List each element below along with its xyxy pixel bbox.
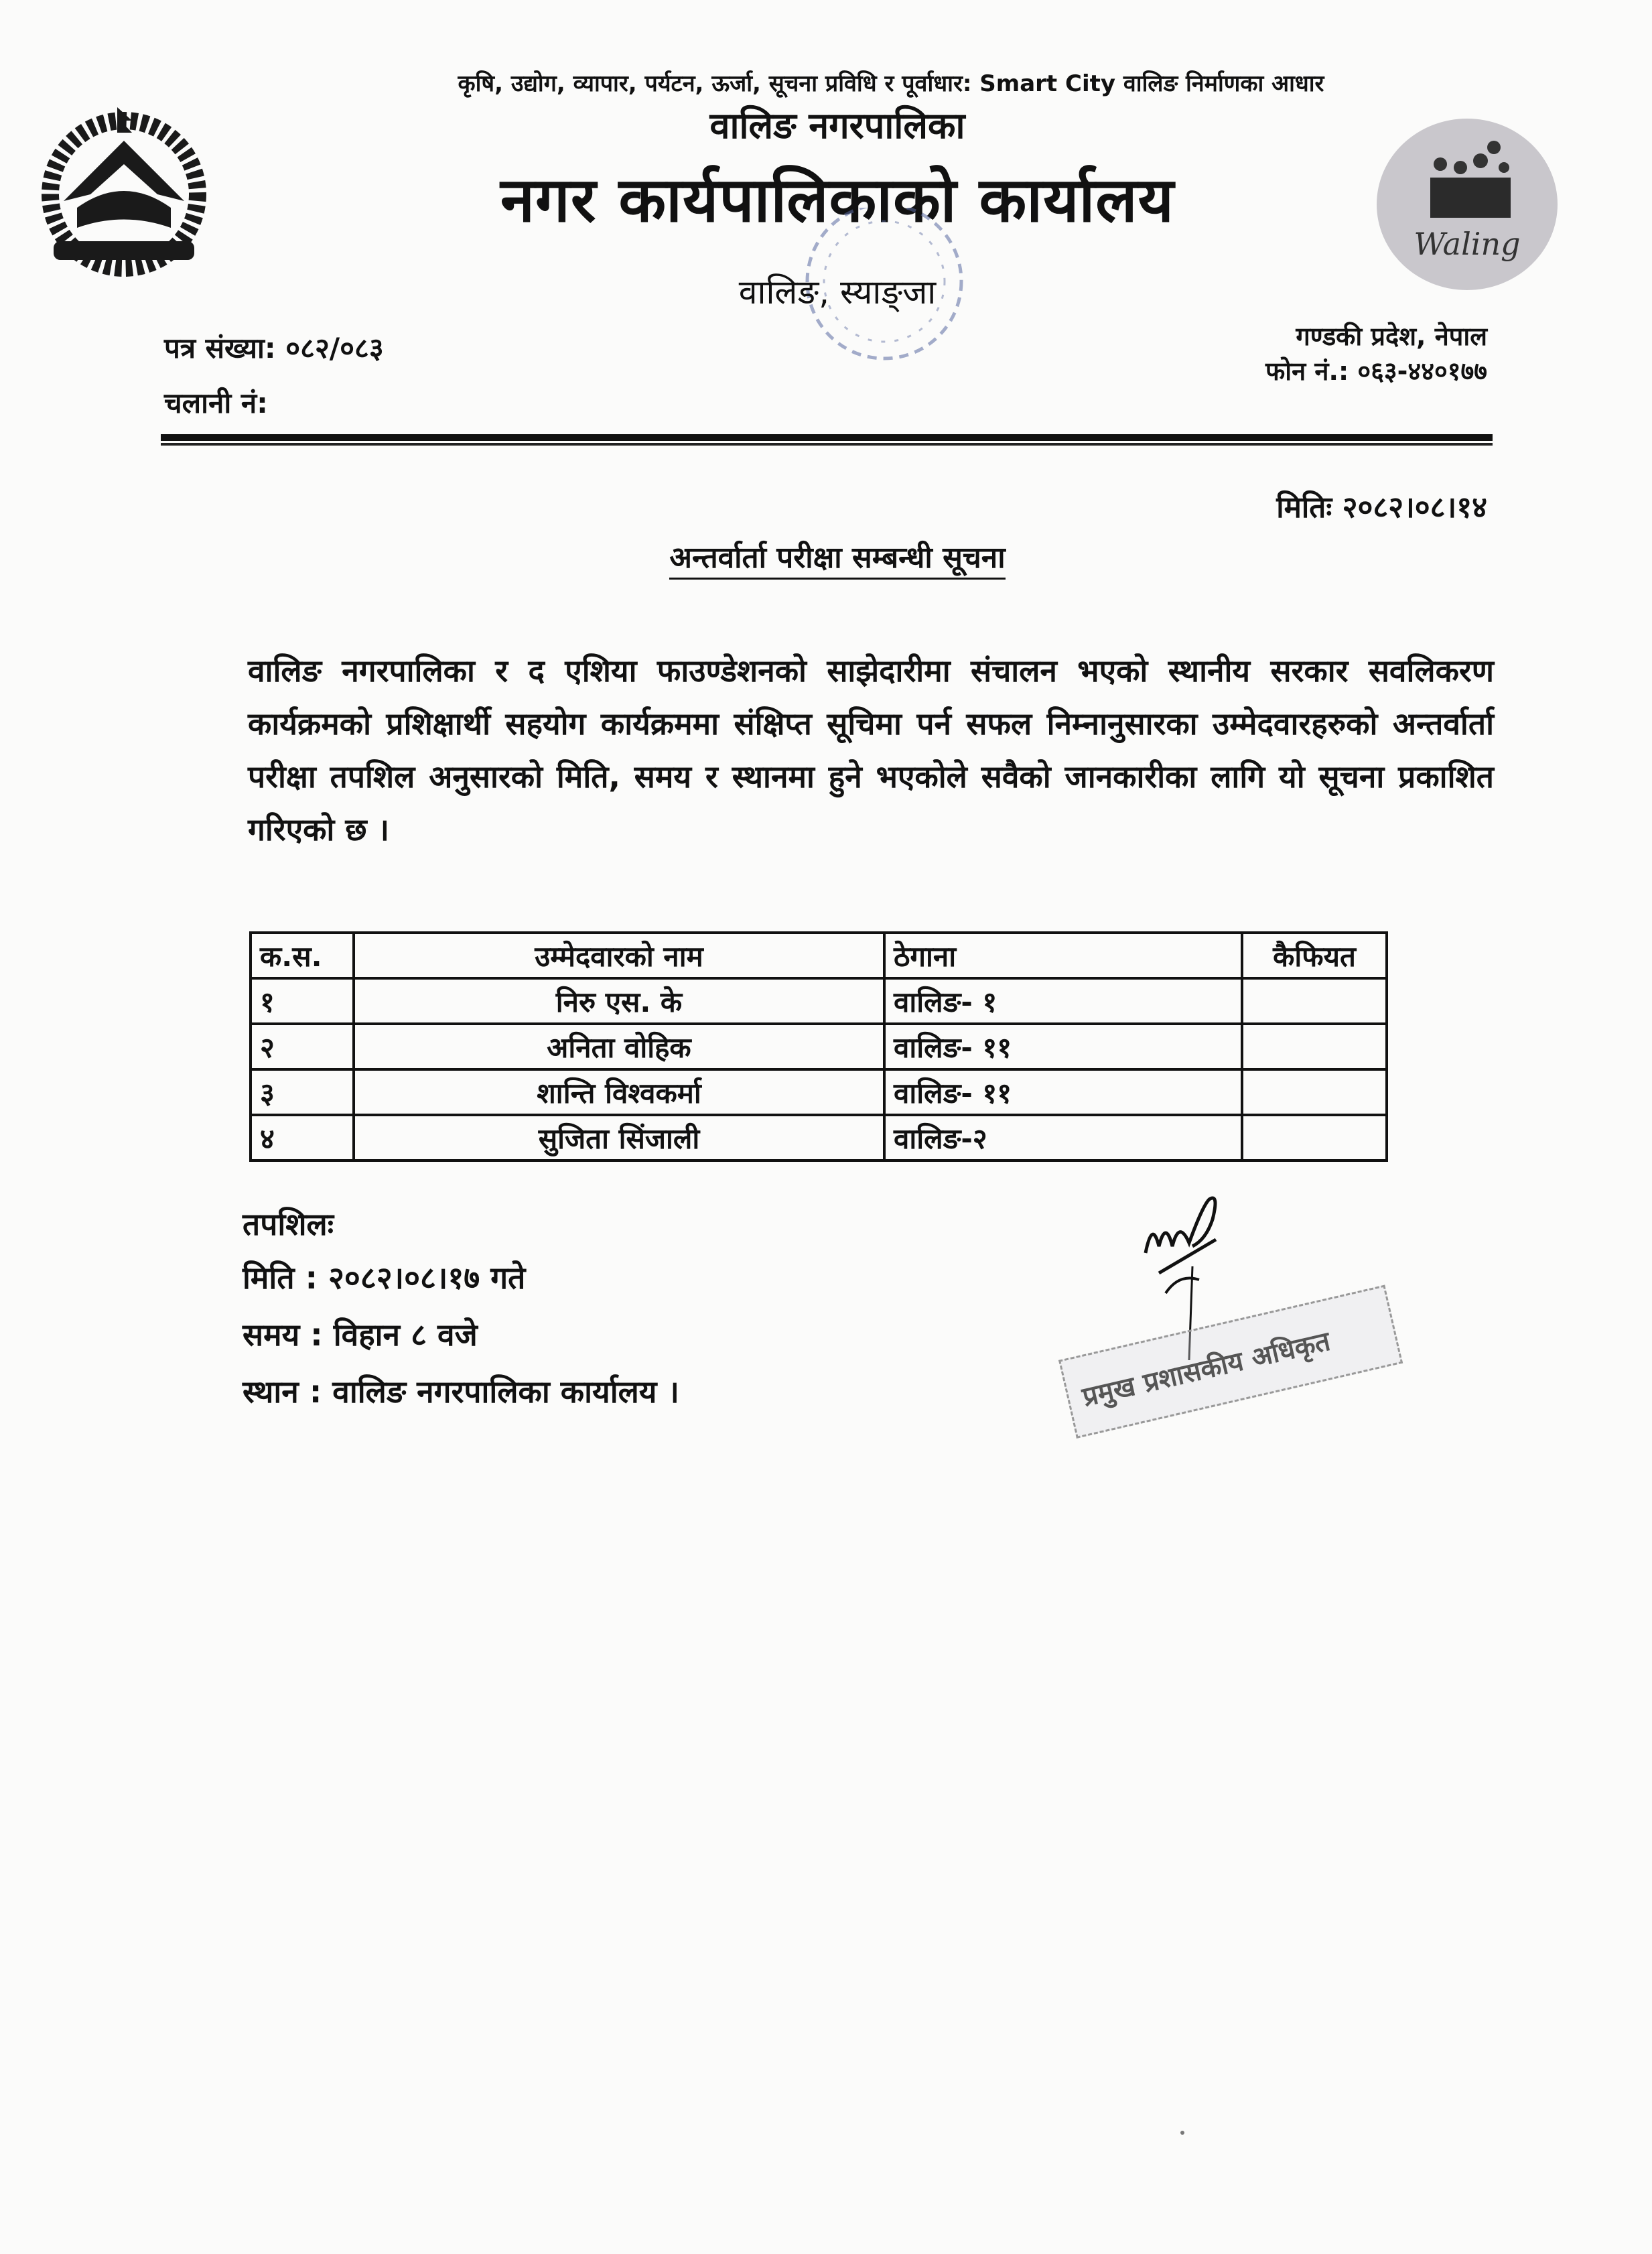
- candidates-table: [249, 931, 1388, 1162]
- header-divider-thin: [161, 443, 1493, 446]
- table-row: [251, 1024, 1387, 1069]
- notice-subject: [402, 536, 1273, 576]
- cell-remarks: [1242, 978, 1387, 1024]
- office-address: वालिङ, स्याङ्जा: [738, 273, 937, 312]
- interview-date: मिति : २०८२।०८।१७ गते: [243, 1260, 526, 1296]
- cell-remarks: [1242, 1024, 1387, 1069]
- header-remarks: कैफियत: [1242, 933, 1387, 978]
- table-row: [251, 1115, 1387, 1161]
- nepal-emblem-logo: [23, 94, 224, 281]
- header-name: उम्मेदवारको नाम: [354, 933, 884, 978]
- phone-number: फोन नं.: ०६३-४४०१७७: [1265, 356, 1487, 386]
- cell-sn: ३: [251, 1069, 354, 1115]
- header-address: ठेगाना: [884, 933, 1242, 978]
- tagline: कृषि, उद्योग, व्यापार, पर्यटन, ऊर्जा, सूचना प्रविधि र पूर्वाधार: Smart City वालिङ निर्माणका आधार: [458, 70, 1324, 97]
- letter-number: पत्र संख्या: ०८२/०८३: [164, 332, 384, 364]
- notice-body: वालिङ नगरपालिका र द एशिया फाउण्डेशनको साझेदारीमा संचालन भएको स्थानीय सरकार सवलिकरण कार्यक्रमको प्रशिक्षार्थी सहयोग कार्यक्रममा संक्षिप्त सूचिमा पर्न सफल निम्नानुसारका उम्मेदवारहरुको अन्तर्वार्ता परीक्षा तपशिल अनुसारको मिति, समय र स्थानमा हुने भएकोले सवैको जानकारीका लागि यो सूचना प्रकाशित गरिएको छ ।: [248, 653, 1494, 848]
- cell-address: वालिङ- ११: [884, 1069, 1242, 1115]
- dispatch-number: चलानी नं:: [164, 387, 268, 419]
- header-sn: क.स.: [251, 933, 354, 978]
- cell-name: शान्ति विश्वकर्मा: [354, 1069, 884, 1115]
- table-row: [251, 978, 1387, 1024]
- interview-venue: स्थान : वालिङ नगरपालिका कार्यालय ।: [243, 1374, 679, 1410]
- waling-municipality-logo: [1367, 114, 1568, 295]
- notice-date: मितिः २०८२।०८।१४: [1276, 490, 1487, 525]
- cell-sn: २: [251, 1024, 354, 1069]
- cell-name: अनिता वोहिक: [354, 1024, 884, 1069]
- cell-name: निरु एस. के: [354, 978, 884, 1024]
- province: गण्डकी प्रदेश, नेपाल: [1296, 322, 1487, 351]
- table-row: [251, 1069, 1387, 1115]
- office-title: नगर कार्यपालिकाको कार्यालय: [500, 164, 1175, 236]
- cell-address: वालिङ-२: [884, 1115, 1242, 1161]
- header-divider: [161, 434, 1493, 441]
- cell-address: वालिङ- ११: [884, 1024, 1242, 1069]
- cell-remarks: [1242, 1115, 1387, 1161]
- interview-time: समय : विहान ८ वजे: [243, 1317, 478, 1353]
- notice-subject-text: अन्तर्वार्ता परीक्षा सम्बन्धी सूचना: [669, 541, 1005, 580]
- table-header-row: [251, 933, 1387, 978]
- cell-name: सुजिता सिंजाली: [354, 1115, 884, 1161]
- designation-stamp: प्रमुख प्रशासकीय अधिकृत: [1058, 1285, 1403, 1439]
- municipality-name: वालिङ नगरपालिका: [709, 105, 965, 147]
- details-heading: तपशिलः: [243, 1206, 334, 1242]
- speck: [1180, 2131, 1184, 2135]
- cell-sn: ४: [251, 1115, 354, 1161]
- cell-remarks: [1242, 1069, 1387, 1115]
- cell-address: वालिङ- १: [884, 978, 1242, 1024]
- logo-text: Waling: [1414, 226, 1521, 262]
- cell-sn: १: [251, 978, 354, 1024]
